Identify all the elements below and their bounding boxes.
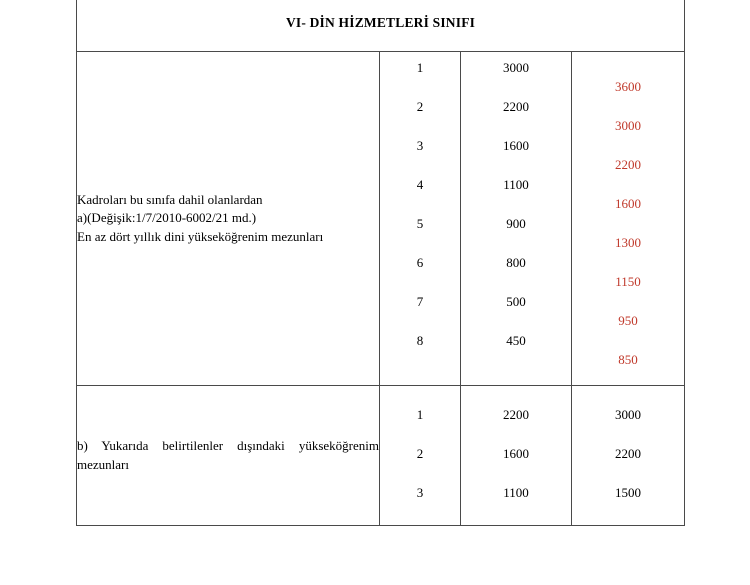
section-b-new-amount-column (572, 386, 685, 526)
new-amount-value: 2200 (615, 446, 642, 461)
section-b-line-1: b) Yukarıda belirtilenler dışındaki yükseköğrenim mezunları (77, 438, 379, 472)
section-a-description (77, 52, 380, 386)
old-amount-value: 450 (506, 333, 526, 348)
degree-value: 1 (416, 60, 424, 75)
table-row (77, 52, 685, 386)
new-amount-value: 1150 (615, 274, 641, 289)
old-amount-value: 800 (506, 255, 526, 270)
degree-value: 4 (416, 177, 424, 192)
old-amount-value: 1100 (503, 485, 529, 500)
new-amount-value: 1300 (615, 235, 642, 250)
old-amount-value: 900 (506, 216, 526, 231)
degree-value: 1 (416, 407, 424, 422)
degree-value: 6 (416, 255, 424, 270)
new-amount-value: 3600 (615, 79, 642, 94)
degree-value: 2 (416, 99, 424, 114)
old-amount-value: 2200 (503, 99, 529, 114)
new-amount-value: 850 (618, 352, 638, 367)
degree-value: 7 (416, 294, 424, 309)
old-amount-value: 1600 (503, 138, 529, 153)
section-a-new-amount-column (572, 52, 685, 386)
degree-value: 2 (416, 446, 424, 461)
new-amount-value: 2200 (615, 157, 642, 172)
section-a-line-2: a)(Değişik:1/7/2010-6002/21 md.) (77, 210, 257, 226)
table-row (77, 386, 685, 526)
section-a-line-1: Kadroları bu sınıfa dahil olanlardan (77, 191, 263, 207)
new-amount-value: 950 (618, 313, 638, 328)
section-a-degree-column (380, 52, 461, 386)
table-title: VI- DİN HİZMETLERİ SINIFI (77, 0, 685, 52)
degree-value: 5 (416, 216, 424, 231)
old-amount-value: 2200 (503, 407, 529, 422)
section-b-old-amount-column (461, 386, 572, 526)
old-amount-value: 1100 (503, 177, 529, 192)
section-a-old-amount-column (461, 52, 572, 386)
degree-value: 3 (416, 138, 424, 153)
new-amount-value: 3000 (615, 118, 642, 133)
section-a-line-3: En az dört yıllık dini yükseköğrenim mezunları (77, 228, 324, 244)
old-amount-value: 500 (506, 294, 526, 309)
table-header-row (77, 0, 685, 52)
section-b-degree-column (380, 386, 461, 526)
old-amount-value: 3000 (503, 60, 529, 75)
new-amount-value: 1500 (615, 485, 642, 500)
old-amount-value: 1600 (503, 446, 529, 461)
degree-value: 3 (416, 485, 424, 500)
salary-table (76, 0, 685, 526)
new-amount-value: 3000 (615, 407, 642, 422)
section-b-description (77, 386, 380, 526)
new-amount-value: 1600 (615, 196, 642, 211)
degree-value: 8 (416, 333, 424, 348)
